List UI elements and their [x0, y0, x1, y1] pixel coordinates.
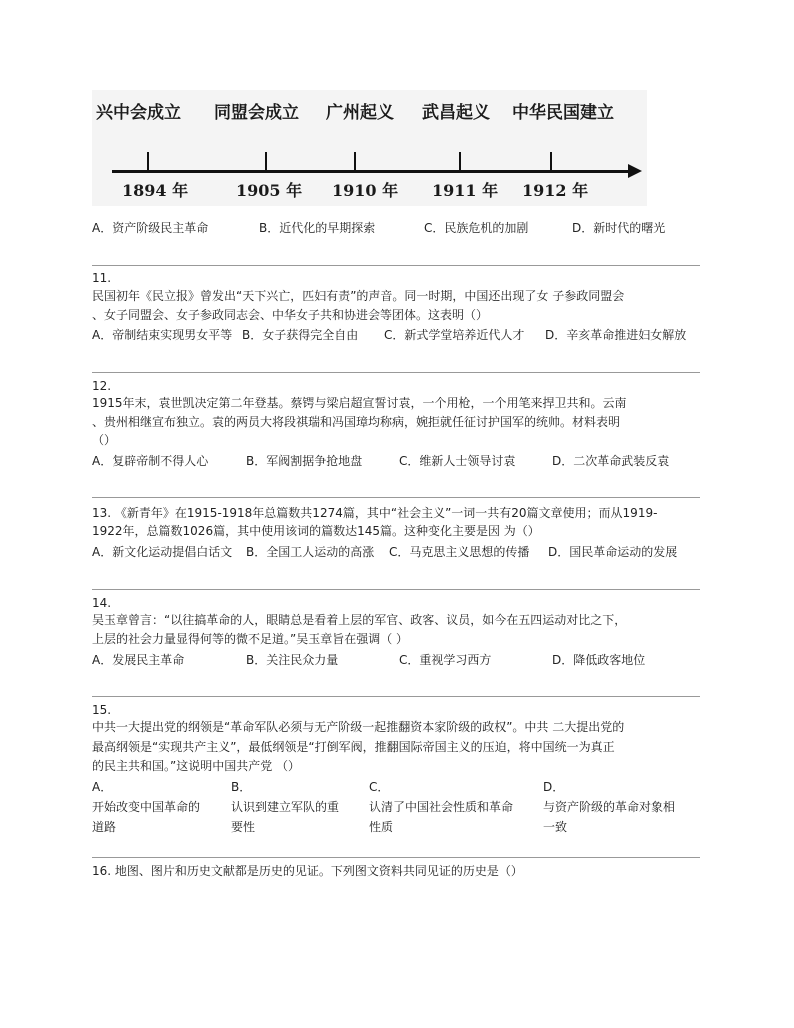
q14-option-a[interactable]: A．发展民主革命 [92, 653, 185, 667]
q11-option-b[interactable]: B．女子获得完全自由 [242, 328, 359, 342]
q10-option-c[interactable]: C．民族危机的加剧 [424, 221, 529, 235]
option-text-line: 认清了中国社会性质和革命 [369, 800, 514, 814]
option-text-line: 一致 [543, 820, 568, 834]
option-letter: A． [92, 780, 113, 794]
timeline-year: 1905 年 [236, 181, 303, 200]
arrow-right-icon [628, 164, 642, 178]
q11-option-c[interactable]: C．新式学堂培养近代人才 [384, 328, 525, 342]
timeline-event: 中华民国建立 [512, 103, 614, 123]
option-text-line: 道路 [92, 820, 117, 834]
divider [92, 696, 700, 697]
q11-stem-line: 民国初年《民立报》曾发出“天下兴亡，匹妇有责”的声音。同一时期，中国还出现了女 子参政同盟会 [92, 289, 625, 303]
q12-number: 12. [92, 379, 112, 393]
timeline-event: 广州起义 [326, 103, 394, 123]
timeline-year: 1894 年 [122, 181, 189, 200]
q16-stem-line: 16. 地图、图片和历史文献都是历史的见证。下列图文资料共同见证的历史是（） [92, 864, 523, 878]
option-text-line: 与资产阶级的革命对象相 [543, 800, 676, 814]
q10-option-b[interactable]: B．近代化的早期探索 [259, 221, 376, 235]
timeline-tick [459, 152, 461, 170]
timeline-event: 武昌起义 [422, 103, 490, 123]
q12-option-c[interactable]: C．维新人士领导讨袁 [399, 454, 516, 468]
option-letter: B． [231, 780, 252, 794]
timeline-tick [147, 152, 149, 170]
timeline-year: 1910 年 [332, 181, 399, 200]
q11-stem-line: 、女子同盟会、女子参政同志会、中华女子共和协进会等团体。这表明（） [92, 308, 489, 322]
q15-option-d[interactable] [543, 777, 703, 837]
timeline-tick [550, 152, 552, 170]
option-text-line: 开始改变中国革命的 [92, 800, 201, 814]
q15-option-b[interactable] [231, 777, 361, 837]
timeline-axis [112, 170, 632, 173]
q11-option-a[interactable]: A．帝制结束实现男女平等 [92, 328, 233, 342]
q14-stem-line: 上层的社会力量显得何等的微不足道。”吴玉章旨在强调（ ） [92, 632, 409, 646]
q12-stem-line: 1915年末，袁世凯决定第二年登基。蔡锷与梁启超宣誓讨袁，一个用枪，一个用笔来捍卫共和。云南 [92, 396, 627, 410]
q10-option-d[interactable]: D．新时代的曙光 [572, 221, 666, 235]
q13-option-c[interactable]: C．马克思主义思想的传播 [389, 545, 530, 559]
q15-number: 15. [92, 703, 112, 717]
q14-option-b[interactable]: B．关注民众力量 [246, 653, 339, 667]
q10-option-a[interactable]: A．资产阶级民主革命 [92, 221, 209, 235]
timeline-event: 兴中会成立 [96, 103, 181, 123]
option-text-line: 要性 [231, 820, 256, 834]
timeline-event: 同盟会成立 [214, 103, 299, 123]
q13-stem-line: 1922年，总篇数1026篇，其中使用该词的篇数达145篇。这种变化主要是因 为（） [92, 524, 540, 538]
q15-option-a[interactable] [92, 777, 222, 837]
divider [92, 589, 700, 590]
q14-number: 14. [92, 596, 112, 610]
option-letter: D． [543, 780, 565, 794]
q13-option-a[interactable]: A．新文化运动提倡白话文 [92, 545, 233, 559]
q13-option-b[interactable]: B．全国工人运动的高涨 [246, 545, 375, 559]
q14-option-c[interactable]: C．重视学习西方 [399, 653, 492, 667]
q14-stem-line: 吴玉章曾言：“以往搞革命的人，眼睛总是看着上层的军官、政客、议员，如今在五四运动对比之下， [92, 613, 627, 627]
q15-option-c[interactable] [369, 777, 539, 837]
divider [92, 497, 700, 498]
q15-stem-line: 最高纲领是“实现共产主义”，最低纲领是“打倒军阀，推翻国际帝国主义的压迫，将中国统一为真正 [92, 740, 615, 754]
q13-stem-line: 13. 《新青年》在1915-1918年总篇数共1274篇，其中“社会主义”一词一共有20篇文章使用；而从1919- [92, 506, 658, 520]
option-text-line: 认识到建立军队的重 [231, 800, 340, 814]
divider [92, 372, 700, 373]
q15-stem-line: 中共一大提出党的纲领是“革命军队必须与无产阶级一起推翻资本家阶级的政权”。中共 二大提出党的 [92, 720, 625, 734]
q12-option-b[interactable]: B．军阀割据争抢地盘 [246, 454, 363, 468]
divider [92, 265, 700, 266]
timeline-tick [354, 152, 356, 170]
timeline-year: 1911 年 [432, 181, 499, 200]
option-letter: C． [369, 780, 390, 794]
q11-number: 11. [92, 271, 112, 285]
q13-option-d[interactable]: D．国民革命运动的发展 [548, 545, 678, 559]
q11-option-d[interactable]: D．辛亥革命推进妇女解放 [545, 328, 687, 342]
q14-option-d[interactable]: D．降低政客地位 [552, 653, 646, 667]
timeline-figure [92, 90, 647, 206]
timeline-tick [265, 152, 267, 170]
q12-option-a[interactable]: A．复辟帝制不得人心 [92, 454, 209, 468]
option-text-line: 性质 [369, 820, 394, 834]
q12-stem-line: 、贵州相继宣布独立。袁的两员大将段祺瑞和冯国璋均称病，婉拒就任征讨护国军的统帅。材料表明 [92, 415, 621, 429]
q12-stem-line: （） [92, 433, 117, 447]
divider [92, 857, 700, 858]
q15-stem-line: 的民主共和国。”这说明中国共产党 （） [92, 759, 301, 773]
timeline-year: 1912 年 [522, 181, 589, 200]
q12-option-d[interactable]: D．二次革命武装反袁 [552, 454, 670, 468]
